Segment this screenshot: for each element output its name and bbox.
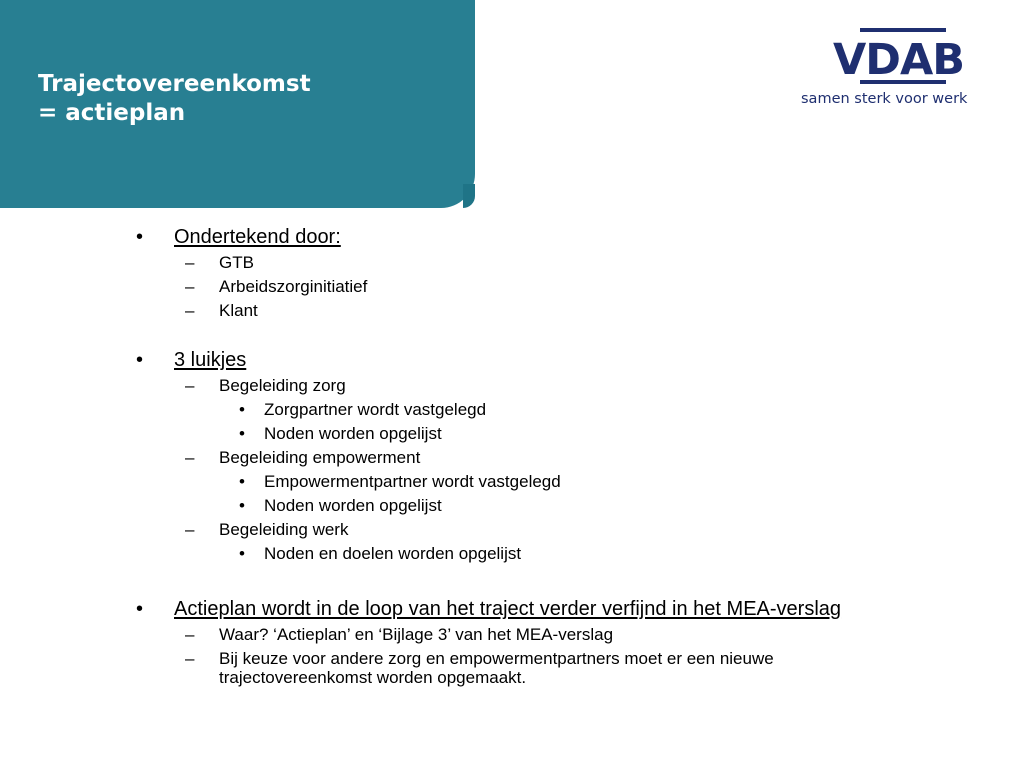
sub-sub-item bbox=[239, 495, 442, 516]
sub-item-text: GTB bbox=[219, 253, 254, 272]
sub-item-text: Bij keuze voor andere zorg en empowermentpartners moet er een nieuwe bbox=[219, 649, 774, 668]
sub-item-text: trajectovereenkomst worden opgemaakt. bbox=[219, 668, 527, 687]
sub-sub-item bbox=[239, 423, 442, 444]
sub-item-text: Arbeidszorginitiatief bbox=[219, 277, 368, 296]
sub-sub-item-text: Noden worden opgelijst bbox=[264, 424, 442, 443]
dash-marker: – bbox=[185, 301, 195, 320]
dash-marker: – bbox=[185, 376, 195, 395]
slide-title-line-1: Trajectovereenkomst bbox=[38, 71, 311, 97]
sub-sub-item bbox=[239, 471, 561, 492]
bullet-marker: • bbox=[136, 226, 144, 248]
dash-marker: – bbox=[185, 625, 195, 644]
slide-title-line-2: = actieplan bbox=[38, 100, 186, 126]
bullet-signed-by bbox=[136, 225, 341, 249]
sub-sub-item bbox=[239, 543, 522, 564]
bullet-three-parts bbox=[136, 348, 247, 372]
sub-item-text: Klant bbox=[219, 301, 258, 320]
dash-marker: – bbox=[185, 253, 195, 272]
sub-item-text: Begeleiding empowerment bbox=[219, 448, 421, 467]
dash-marker: – bbox=[185, 448, 195, 467]
logo-word: VDAB bbox=[833, 35, 965, 85]
bullet-action-plan bbox=[136, 597, 842, 621]
bullet-marker: • bbox=[239, 400, 245, 419]
sub-item-text: Begeleiding werk bbox=[219, 520, 349, 539]
sub-item bbox=[185, 447, 421, 468]
dash-marker: – bbox=[185, 649, 195, 668]
sub-sub-item-text: Zorgpartner wordt vastgelegd bbox=[264, 400, 487, 419]
bullet-text: Ondertekend door: bbox=[174, 226, 341, 248]
sub-item bbox=[185, 276, 368, 297]
bullet-marker: • bbox=[239, 496, 245, 515]
sub-item-text: Waar? ‘Actieplan’ en ‘Bijlage 3’ van het MEA-verslag bbox=[219, 625, 614, 644]
bullet-text: Actieplan wordt in de loop van het traject verder verfijnd in het MEA-verslag bbox=[174, 598, 842, 620]
sub-item bbox=[185, 519, 349, 540]
sub-sub-item-text: Noden worden opgelijst bbox=[264, 496, 442, 515]
sub-item bbox=[185, 648, 774, 669]
bullet-marker: • bbox=[136, 598, 144, 620]
bullet-marker: • bbox=[136, 349, 144, 371]
bullet-marker: • bbox=[239, 424, 245, 443]
sub-sub-item-text: Noden en doelen worden opgelijst bbox=[264, 544, 522, 563]
bullet-text: 3 luikjes bbox=[174, 349, 247, 371]
sub-sub-item-text: Empowermentpartner wordt vastgelegd bbox=[264, 472, 561, 491]
sub-item bbox=[185, 375, 346, 396]
dash-marker: – bbox=[185, 520, 195, 539]
sub-sub-item bbox=[239, 399, 487, 420]
dash-marker: – bbox=[185, 277, 195, 296]
sub-item bbox=[185, 252, 254, 273]
bullet-marker: • bbox=[239, 544, 245, 563]
bullet-marker: • bbox=[239, 472, 245, 491]
logo-tagline: samen sterk voor werk bbox=[801, 91, 968, 107]
sub-item-text: Begeleiding zorg bbox=[219, 376, 346, 395]
sub-item bbox=[185, 624, 614, 645]
sub-item bbox=[185, 300, 258, 321]
